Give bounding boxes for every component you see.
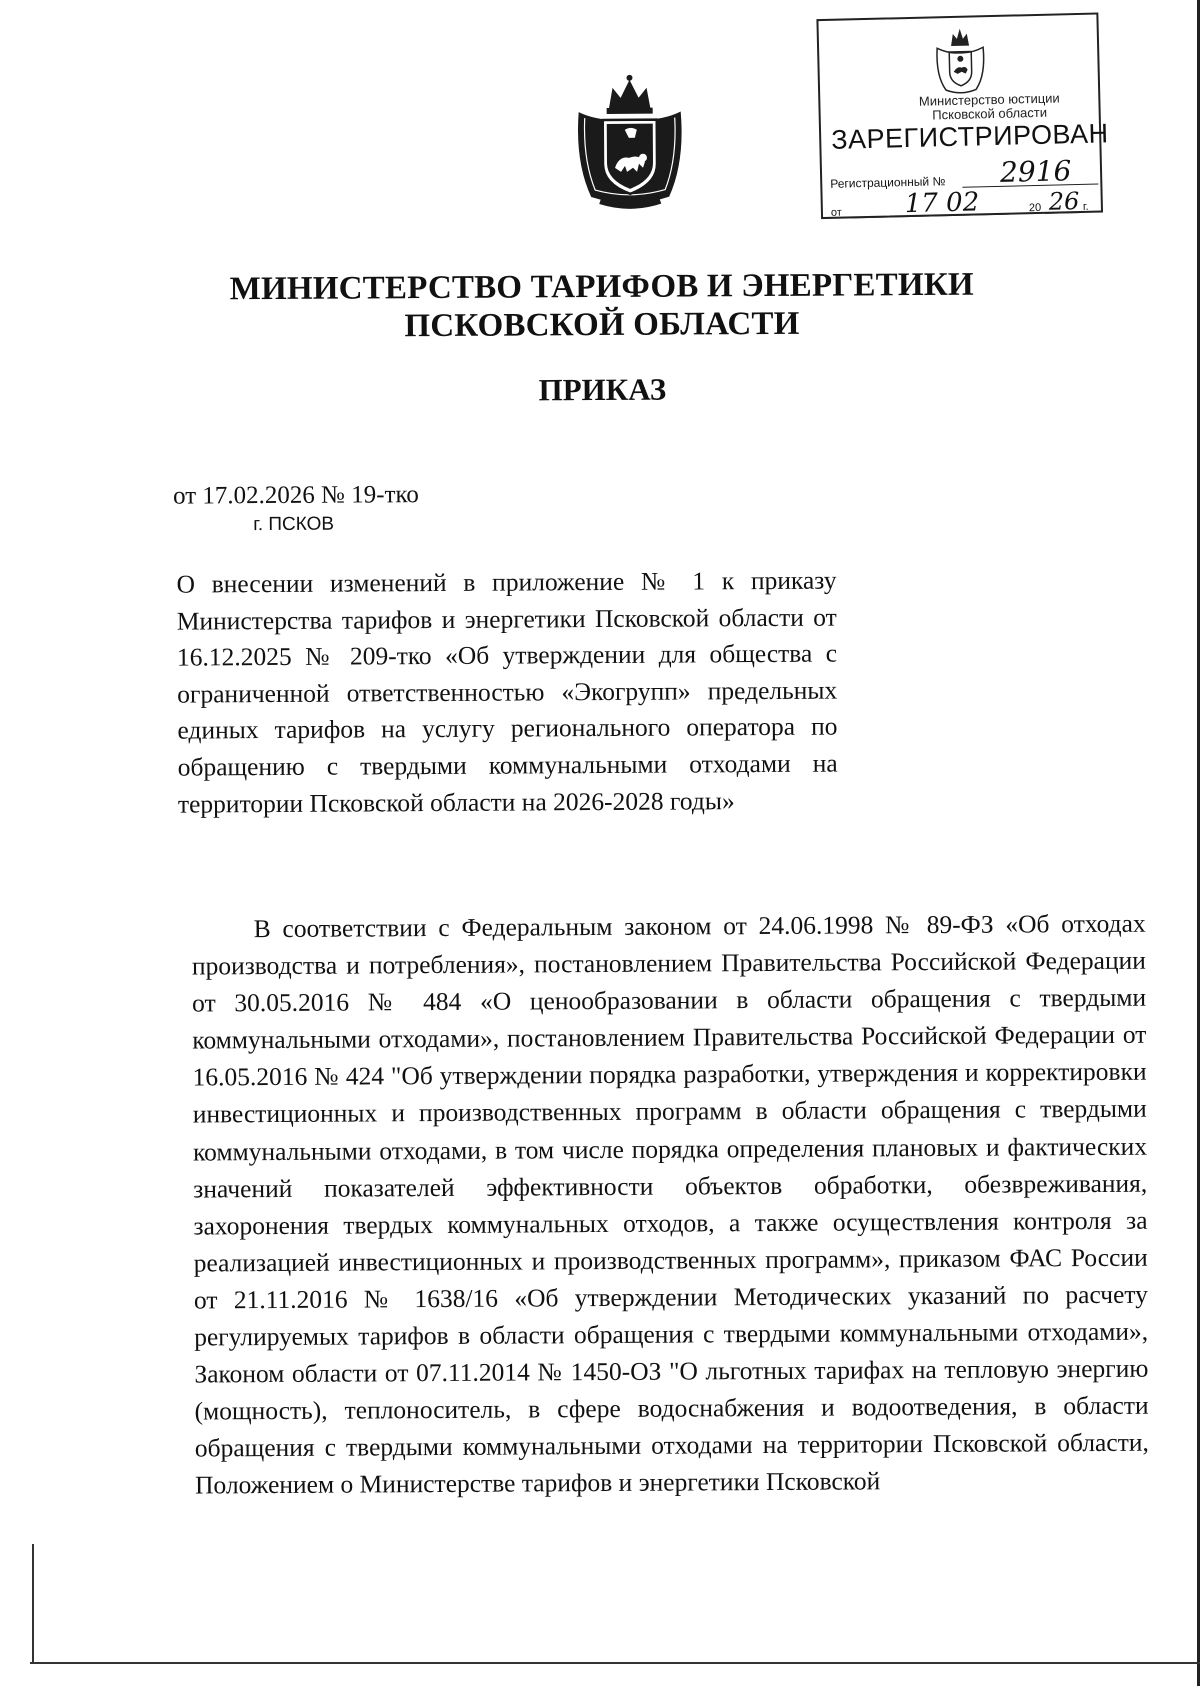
- stamp-reg-label: Регистрационный №: [830, 174, 946, 191]
- document-type: ПРИКАЗ: [538, 371, 667, 408]
- stamp-date-value: 17 02: [904, 187, 980, 220]
- scan-edge-bottom: [30, 1662, 1200, 1664]
- coat-of-arms-icon: [570, 71, 689, 212]
- order-body: В соответствии с Федеральным законом от 24.06.1998 № 89-ФЗ «Об отходах производства и потребления», постановлением Правительства Российской Федерации от 30.05.2016 № 484 «О ценообразовании в области обращения с твердыми коммунальными отходами», постановлением Правительства Российской Федерации от 16.05.2016 № 424 "Об утверждении порядка разработки, утверждения и корректировки инвестиционных и производственных программ в области обращения с твердыми коммунальными отходами, в том числе порядка определения плановых и фактических значений показателей эффективности объектов обработки, обезвреживания, захоронения твердых коммунальных отходов, а также осуществления контроля за реализацией инвестиционных и производственных программ», приказом ФАС России от 21.11.2016 № 1638/16 «Об утверждении Методических указаний по расчету регулируемых тарифов в области обращения с твердыми коммунальными отходами», Законом области от 07.11.2014 № 1450-ОЗ "О льготных тарифах на тепловую энергию (мощность), теплоноситель, в сфере водоснабжения и водоотведения, в области обращения с твердыми коммунальными отходами на территории Псковской области, Положением о Министерстве тарифов и энергетики Псковской: [191, 908, 1149, 1500]
- stamp-status: ЗАРЕГИСТРИРОВАН: [830, 118, 1109, 155]
- city: г. ПСКОВ: [253, 513, 335, 536]
- stamp-year-value: 26: [1048, 187, 1080, 216]
- ministry-title: МИНИСТЕРСТВО ТАРИФОВ И ЭНЕРГЕТИКИ ПСКОВСКОЙ ОБЛАСТИ: [229, 266, 974, 345]
- stamp-year-unit: г.: [1082, 200, 1089, 213]
- stamp-org-line2: Псковской области: [932, 104, 1048, 123]
- order-number-date: от 17.02.2026 № 19-тко: [172, 481, 419, 510]
- stamp-org-line1: Министерство юстиции: [918, 90, 1060, 109]
- order-subject: О внесении изменений в приложение № 1 к приказу Министерства тарифов и энергетики Псковской области от 16.12.2025 № 209-тко «Об утверждении для общества с ограниченной ответственностью «Экогрупп» предельных единых тарифов на услугу регионального оператора по обращению с твердыми коммунальными отходами на территории Псковской области на 2026-2028 годы»: [176, 565, 838, 819]
- stamp-date-line: [830, 187, 1099, 221]
- stamp-reg-number: 2916: [999, 154, 1072, 189]
- scan-edge-left: [32, 1544, 34, 1664]
- stamp-date-prefix: от: [830, 206, 843, 219]
- stamp-coat-of-arms-icon: [931, 25, 991, 98]
- registration-stamp: [816, 13, 1109, 220]
- stamp-year-prefix: 20: [1028, 201, 1042, 215]
